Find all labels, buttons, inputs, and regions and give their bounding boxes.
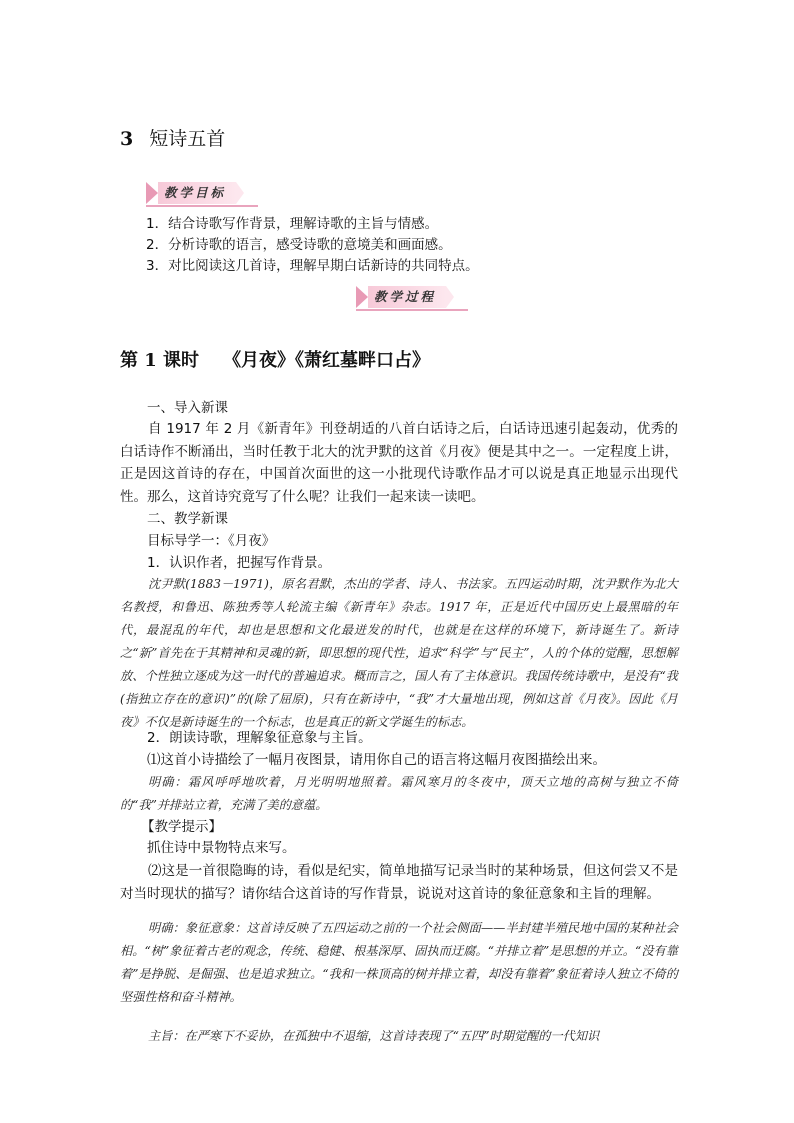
goal-item: 1．结合诗歌写作背景，理解诗歌的主旨与情感。 — [146, 216, 439, 232]
answer-1: 明确：霜风呼呼地吹着，月光明明地照着。霜风寒月的冬夜中，顶天立地的高树与独立不倚的“我”并排站立着，充满了美的意蕴。 — [120, 775, 678, 812]
teaching-goals-banner — [146, 182, 258, 204]
section-period: 第 1 课时 — [120, 350, 200, 371]
teaching-process-banner — [356, 286, 468, 308]
section-subtitle: 《月夜》《萧红墓畔口占》 — [223, 350, 431, 371]
intro-paragraph: 自 1917 年 2 月《新青年》刊登胡适的八首白话诗之后，白话诗迅速引起轰动，优秀的白话诗作不断涌出，当时任教于北大的沈尹默的这首《月夜》便是其中之一。一定程度上讲，正是因这首诗的存在，中国首次面世的这一小批现代诗歌作品才可以说是真正地显示出现代性。那么，这首诗究竟写了什么呢？让我们一起来读一读吧。 — [120, 421, 678, 505]
tip-text: 抓住诗中景物特点来写。 — [147, 840, 296, 856]
question-1: ⑴这首小诗描绘了一幅月夜图景，请用你自己的语言将这幅月夜图描绘出来。 — [147, 752, 606, 768]
question-2: ⑵这是一首很隐晦的诗，看似是纪实，简单地描写记录当时的某种场景，但这何尝又不是对当时现状的描写？请你结合这首诗的写作背景，说说对这首诗的象征意象和主旨的理解。 — [120, 863, 678, 902]
banner-triangle-icon — [146, 182, 158, 204]
banner-label: 教学过程 — [368, 286, 446, 308]
answer-2: 明确：象征意象：这首诗反映了五四运动之前的一个社会侧面——半封建半殖民地中国的某种社会相。“树”象征着古老的观念，传统、稳健、根基深厚、固执而迂腐。“并排立着”是思想的并立。“没有靠着”是挣脱、是倔强、也是追求独立。“我和一株顶高的树并排立着，却没有靠着”象征着诗人独立不倚的坚强性格和奋斗精神。 — [120, 921, 678, 1004]
lesson-number: 3 — [120, 128, 134, 150]
banner-triangle-icon — [356, 286, 368, 308]
new-lesson-heading: 二、教学新课 — [147, 511, 228, 527]
lesson-name: 短诗五首 — [149, 128, 226, 150]
goal-item: 2．分析诗歌的语言，感受诗歌的意境美和画面感。 — [146, 237, 452, 253]
target-heading: 目标导学一：《月夜》 — [147, 533, 276, 549]
banner-label: 教学目标 — [158, 182, 236, 204]
goal-item: 3．对比阅读这几首诗，理解早期白话新诗的共同特点。 — [146, 258, 479, 274]
section-title — [120, 346, 430, 372]
intro-heading: 一、导入新课 — [147, 400, 228, 416]
lesson-title — [120, 124, 225, 151]
step-1: 1．认识作者，把握写作背景。 — [147, 555, 332, 571]
author-paragraph: 沈尹默(1883－1971)，原名君默，杰出的学者、诗人、书法家。五四运动时期，沈尹默作为北大名教授，和鲁迅、陈独秀等人轮流主编《新青年》杂志。1917 年，正是近代中国历史上最黑暗的年代，最混乱的年代，却也是思想和文化最迸发的时代，也就是在这样的环境下，新诗诞生了。新诗之“新”首先在于其精神和灵魂的新，即思想的现代性，追求“科学”与“民主”，人的个体的觉醒，思想解放、个性独立逐成为这一时代的普遍追求。概而言之，国人有了主体意识。我国传统诗歌中，是没有“我(指独立存在的意识)”的(除了屈原)，只有在新诗中，“我”才大量地出现，例如这首《月夜》。因此《月夜》不仅是新诗诞生的一个标志，也是真正的新文学诞生的标志。 — [120, 577, 678, 729]
answer-3: 主旨：在严寒下不妥协，在孤独中不退缩，这首诗表现了“五四”时期觉醒的一代知识 — [148, 1029, 600, 1043]
tip-heading: 【教学提示】 — [141, 819, 222, 835]
step-2: 2．朗读诗歌，理解象征意象与主旨。 — [147, 730, 372, 746]
